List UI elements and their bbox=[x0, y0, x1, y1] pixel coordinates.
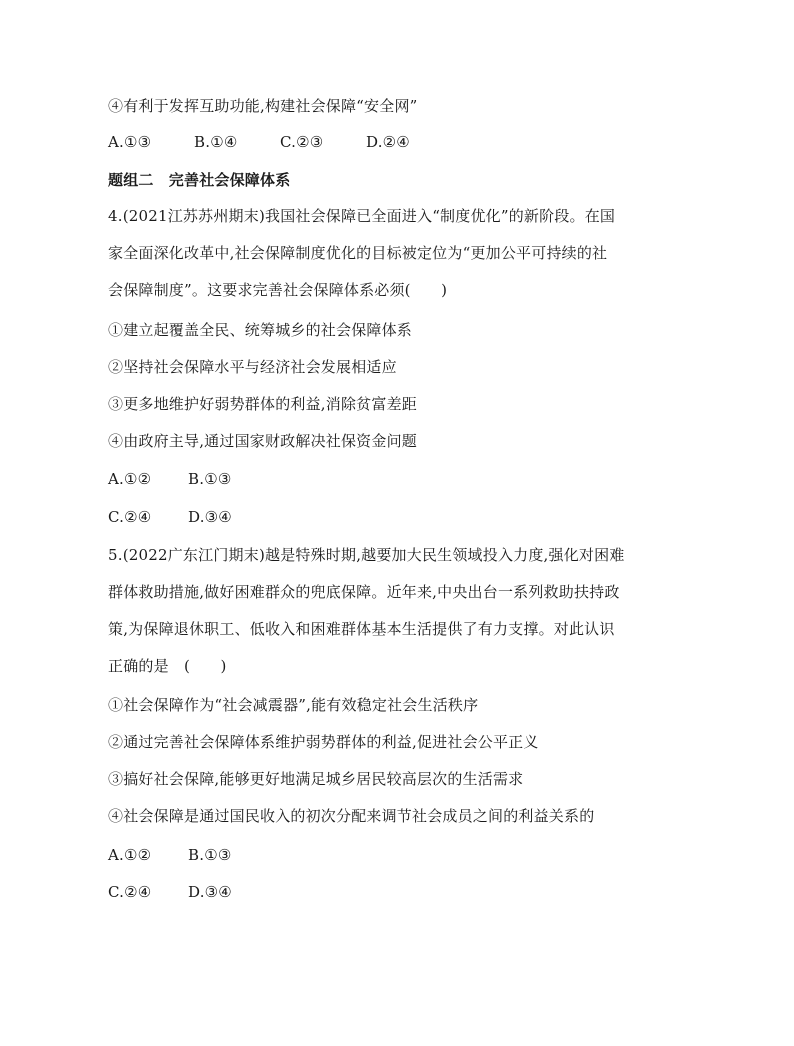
prev-option-a: A.①③ bbox=[108, 133, 152, 151]
q5-options-row-2 bbox=[108, 882, 232, 902]
q5-statement-2: ②通过完善社会保障体系维护弱势群体的利益,促进社会公平正义 bbox=[108, 733, 539, 751]
q5-statement-4: ④社会保障是通过国民收入的初次分配来调节社会成员之间的利益关系的 bbox=[108, 807, 595, 825]
prev-option-b: B.①④ bbox=[194, 133, 238, 151]
q4-stem-line-2: 家全面深化改革中,社会保障制度优化的目标被定位为“更加公平可持续的社 bbox=[108, 244, 608, 262]
q4-statement-4: ④由政府主导,通过国家财政解决社保资金问题 bbox=[108, 432, 417, 450]
q4-stem-line-1: 4.(2021江苏苏州期末)我国社会保障已全面进入“制度优化”的新阶段。在国 bbox=[108, 207, 616, 225]
q5-option-b: B.①③ bbox=[188, 846, 232, 864]
q4-options-row-2 bbox=[108, 507, 232, 527]
q4-statement-1: ①建立起覆盖全民、统筹城乡的社会保障体系 bbox=[108, 321, 413, 339]
q4-statement-3: ③更多地维护好弱势群体的利益,消除贫富差距 bbox=[108, 395, 417, 413]
section-title: 题组二 完善社会保障体系 bbox=[108, 171, 291, 189]
prev-statement-4: ④有利于发挥互助功能,构建社会保障“安全网” bbox=[108, 97, 418, 115]
q5-option-c: C.②④ bbox=[108, 883, 152, 901]
q5-stem-line-3: 策,为保障退休职工、低收入和困难群体基本生活提供了有力支撑。对此认识 bbox=[108, 620, 615, 638]
q4-option-d: D.③④ bbox=[188, 508, 232, 526]
q5-option-d: D.③④ bbox=[188, 883, 232, 901]
q5-statement-1: ①社会保障作为“社会减震器”,能有效稳定社会生活秩序 bbox=[108, 696, 479, 714]
prev-option-c: C.②③ bbox=[280, 133, 324, 151]
q5-stem-line-1: 5.(2022广东江门期末)越是特殊时期,越要加大民生领域投入力度,强化对困难 bbox=[108, 546, 625, 564]
q5-options-row-1 bbox=[108, 845, 232, 865]
q4-stem-line-3: 会保障制度”。这要求完善社会保障体系必须( ) bbox=[108, 281, 448, 299]
prev-options bbox=[108, 132, 410, 152]
q5-option-a: A.①② bbox=[108, 846, 152, 864]
q5-stem-line-2: 群体救助措施,做好困难群众的兜底保障。近年来,中央出台一系列救助扶持政 bbox=[108, 583, 620, 601]
q4-option-b: B.①③ bbox=[188, 470, 232, 488]
q4-option-c: C.②④ bbox=[108, 508, 152, 526]
q4-options-row-1 bbox=[108, 469, 232, 489]
q4-option-a: A.①② bbox=[108, 470, 152, 488]
prev-option-d: D.②④ bbox=[366, 133, 410, 151]
q5-stem-line-4: 正确的是 ( ) bbox=[108, 657, 227, 675]
q4-statement-2: ②坚持社会保障水平与经济社会发展相适应 bbox=[108, 358, 397, 376]
q5-statement-3: ③搞好社会保障,能够更好地满足城乡居民较高层次的生活需求 bbox=[108, 770, 524, 788]
